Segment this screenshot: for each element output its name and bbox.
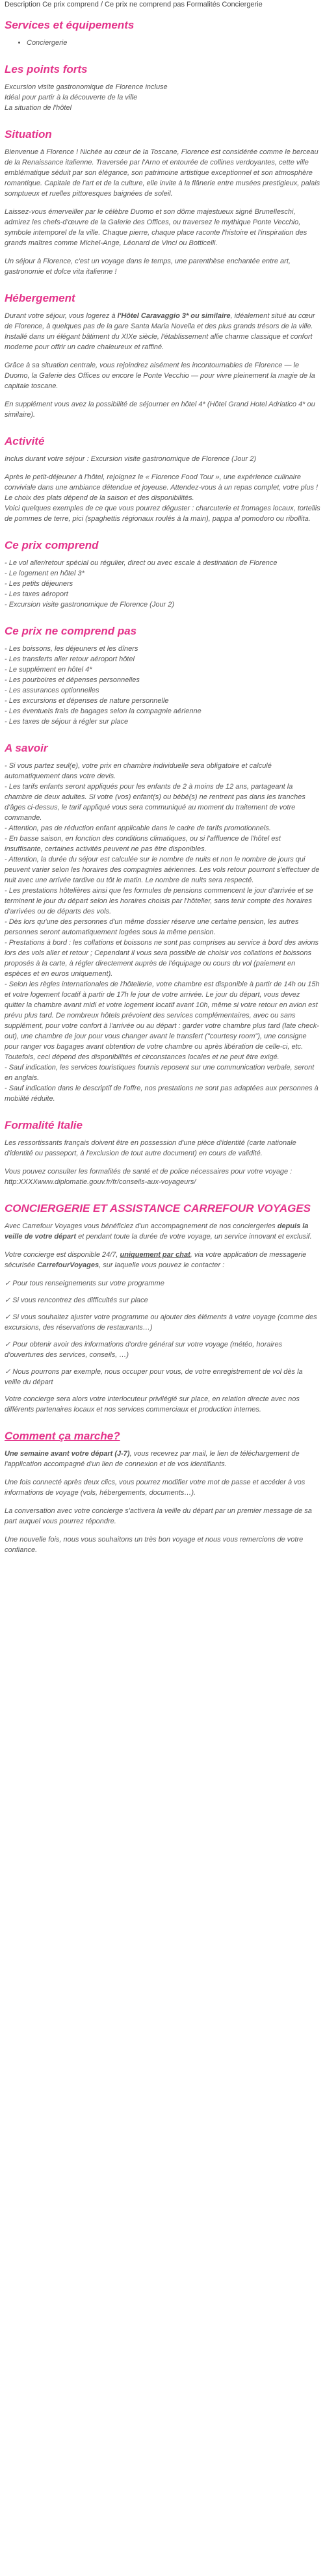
ne-comprend-item: - Les éventuels frais de bagages selon la compagnie aérienne [5,707,202,715]
asavoir-item: - Prestations à bord : les collations et boissons ne sont pas comprises au service à bord des avions lors des vols aller et retour ; Cependant il vous sera possible de choisir vos collations et boissons proposés à la carte, à régler directement auprès de l'équipage ou cours du vol (paiement en espèces et en euros uniquement). [5,939,319,978]
points-item: Idéal pour partir à la découverte de la ville [5,94,138,101]
check-item: ✓ Nous pourrons par exemple, nous occuper pour vous, de votre enregistrement de vol dès la veille du départ [5,1368,303,1386]
formalites-link[interactable]: Vous pouvez consulter les formalités de santé et de police nécessaires pour votre voyage : http:XXXXwww.diplomatie.gouv.fr/fr/conseils-aux-voyageurs/ [5,1168,292,1186]
asavoir-item: - Sauf indication, les services touristiques fournis reposent sur une communication verbale, seront en anglais. [5,1064,315,1082]
services-list [5,38,320,48]
check-item: ✓ Si vous rencontrez des difficultés sur place [5,1296,148,1304]
ne-comprend-item: - Les boissons, les déjeuners et les dîners [5,645,138,653]
text-run: et pendant toute la durée de votre voyage, un service innovant et exclusif. [76,1233,312,1241]
asavoir-item: - Selon les règles internationales de l'hôtellerie, votre chambre est disponible à partir de 14h ou 15h et votre logement locatif à partir de 17h le jour de votre arrivée. Le jour du départ, vous devez quitter la chambre avant midi et votre logement locatif avant 10h, même si votre retour en avion est prévu plus tard. De nombreux hôtels prévoient des services complémentaires, avec ou sans supplément, pour votre confort à l'arrivée ou au départ : garder votre chambre plus tard (late check-out), une chambre de jour pour vous changer avant le transfert ("courtesy room"), une consigne pour ranger vos bagages avant obtention de votre chambre ou après libération de celle-ci, etc. Toutefois, ceci dépend des disponibilités et circonstances locales et ne peut être exigé. [5,980,320,1061]
comment-paragraph: Une nouvelle fois, nous vous souhaitons un très bon voyage et nous vous remercions de votre confiance. [5,1536,304,1554]
formalite-paragraph [5,1166,320,1187]
hebergement-title: Hébergement [5,292,75,304]
comment-paragraph: Une fois connecté après deux clics, vous pourrez modifier votre mot de passe et accéder à vos informations de voyage (vols, hébergements, documents…). [5,1479,306,1497]
formalite-paragraph: Les ressortissants français doivent être en possession d'une pièce d'identité (carte nationale d'identité ou passeport, à l'exclusion de tout autre document) en cours de validité. [5,1139,296,1157]
text-underline: uniquement par chat [120,1251,190,1259]
activite-paragraph: Inclus durant votre séjour : Excursion visite gastronomique de Florence (Jour 2) [5,455,257,463]
text-run: Votre concierge est disponible 24/7, [5,1251,120,1259]
activite-paragraph: Voici quelques exemples de ce que vous pourrez déguster : charcuterie et fromages locaux, tortellis de pommes de terre, pici (spaghettis régionaux roulés à la main), pappa al pomodoro ou ribollita. [5,505,320,523]
comment-title [5,1429,320,1443]
ne-comprend-item: - Les taxes de séjour à régler sur place [5,718,129,726]
situation-paragraph: Bienvenue à Florence ! Nichée au cœur de la Toscane, Florence est considérée comme le berceau de la Renaissance italienne. Traversée par l'Arno et entourée de collines verdoyantes, cette ville emblématique séduit par son élégance, son patrimoine artistique exceptionnel et son atmosphère romantique. Capitale de l'art et de la culture, elle invite à la flânerie entre musées prestigieux, palais somptueux et ruelles pittoresques baignées de soleil. [5,148,320,198]
points-title: Les points forts [5,63,88,75]
comment-paragraph: La conversation avec votre concierge s'activera la veille du départ par un premier message de sa part auquel vous pourrez répondre. [5,1507,312,1525]
ne-comprend-title: Ce prix ne comprend pas [5,625,137,637]
text-run: , sur laquelle vous pouvez le contacter : [99,1261,225,1269]
ne-comprend-item: - Les assurances optionnelles [5,687,99,694]
asavoir-list [5,761,320,1104]
comprend-title: Ce prix comprend [5,539,99,551]
asavoir-item: - Sauf indication dans le descriptif de l'offre, nos prestations ne sont pas adaptées aux personnes à mobilité réduite. [5,1084,318,1103]
comment-title-text: Comment ça marche? [5,1430,120,1442]
comprend-item: - Excursion visite gastronomique de Florence (Jour 2) [5,601,175,609]
activite-title: Activité [5,435,45,447]
asavoir-item: - Attention, pas de réduction enfant applicable dans le cadre de tarifs promotionnels. [5,824,271,832]
points-item: Excursion visite gastronomique de Florence incluse [5,83,168,91]
hotel-name: l'Hôtel Caravaggio 3* ou similaire [117,312,231,320]
conciergerie-title: CONCIERGERIE ET ASSISTANCE CARREFOUR VOYAGES [5,1202,311,1215]
text-run: , idéalement situé au cœur de Florence, à quelques pas de la gare Santa Maria Novella et des plus grands trésors de la ville. Installé dans un élégant bâtiment du XIXe siècle, l'établissement allie charme classique et confort moderne pour offrir un cadre chaleureux et raffiné. [5,312,315,351]
text-run: , vous recevrez par mail, le lien de téléchargement de l'application accompagné d'un lien de connexion et de vos identifiants. [5,1450,300,1468]
text-bold: CarrefourVoyages [37,1261,99,1269]
check-item: ✓ Pour obtenir avoir des informations d'ordre général sur votre voyage (météo, horaires d'ouvertures des services, conseils, …) [5,1341,283,1359]
conciergerie-paragraph [5,1221,320,1242]
asavoir-title: A savoir [5,742,48,754]
text-run: Avec Carrefour Voyages vous bénéficiez d'un accompagnement de nos conciergeries [5,1222,278,1230]
situation-paragraph: Laissez-vous émerveiller par le célèbre Duomo et son dôme majestueux signé Brunelleschi, admirez les chefs-d'œuvre de la Galerie des Offices, ou traversez le mythique Ponte Vecchio, symbole intemporel de la ville. Chaque pierre, chaque place raconte l'histoire et l'inspiration des grands maîtres comme Michel-Ange, Léonard de Vinci ou Botticelli. [5,208,307,247]
formalite-title: Formalité Italie [5,1119,83,1131]
hebergement-paragraph [5,311,320,352]
activite-paragraph: Après le petit-déjeuner à l'hôtel, rejoignez le « Florence Food Tour », une expérience culinaire conviviale dans une ambiance détendue et joyeuse. Attendez-vous à un repas complet, votre plus ! Le choix des plats dépend de la saison et des disponibilités. [5,473,318,502]
comment-paragraph [5,1449,320,1469]
ne-comprend-list [5,644,320,727]
conciergerie-paragraph [5,1250,320,1270]
hebergement-paragraph: En supplément vous avez la possibilité de séjourner en hôtel 4* (Hôtel Grand Hotel Adriatico 4* ou similaire). [5,401,315,419]
check-item: ✓ Pour tous renseignements sur votre programme [5,1280,164,1287]
points-item: La situation de l'hôtel [5,104,72,112]
text-run: , via votre application de messagerie sécurisée [5,1251,307,1269]
ne-comprend-item: - Les excursions et dépenses de nature personnelle [5,697,169,705]
comprend-item: - Les petits déjeuners [5,580,73,588]
situation-title: Situation [5,128,52,140]
hebergement-paragraph: Grâce à sa situation centrale, vous rejoindrez aisément les incontournables de Florence — le Duomo, la Galerie des Offices ou encore le Ponte Vecchio — pour vivre pleinement la magie de la capitale toscane. [5,361,315,390]
services-item: • Conciergerie [27,38,320,48]
comprend-item: - Les taxes aéroport [5,590,68,598]
conciergerie-paragraph: Votre concierge sera alors votre interlocuteur privilégié sur place, en relation directe avec nos différents partenaires locaux et nos services commerciaux et production internes. [5,1395,300,1413]
ne-comprend-item: - Le supplément en hôtel 4* [5,666,92,674]
asavoir-item: - Si vous partez seul(e), votre prix en chambre individuelle sera obligatoire et calculé automatiquement dans votre devis. [5,762,272,780]
asavoir-item: - Dès lors qu'une des personnes d'un même dossier réserve une certaine pension, les autres personnes seront automatiquement logées sous la même pension. [5,918,299,936]
comprend-item: - Le logement en hôtel 3* [5,570,84,577]
text-bold: depuis la veille de votre départ [5,1222,309,1241]
asavoir-item: - Les tarifs enfants seront appliqués pour les enfants de 2 à moins de 12 ans, partageant la chambre de deux adultes. Si votre (vos) enfant(s) ou bébé(s) ne rentrent pas dans les tranches d'âges ci-dessus, le tarif appliqué vous sera communiqué au moment du traitement de votre commande. [5,783,306,822]
text-bold [120,1251,190,1259]
situation-paragraph: Un séjour à Florence, c'est un voyage dans le temps, une parenthèse enchantée entre art, gastronomie et dolce vita italienne ! [5,257,291,276]
points-list [5,82,320,113]
asavoir-item: - Les prestations hôtelières ainsi que les formules de pensions commencent le jour d'arrivée et se terminent le jour du départ selon les horaires choisis par l'hôtelier, sans tenir compte des horaires d'arrivées ou de départs des vols. [5,887,313,915]
services-title: Services et équipements [5,19,135,31]
breadcrumb: Description Ce prix comprend / Ce prix ne comprend pas Formalités Conciergerie [5,1,263,8]
comprend-list [5,558,320,610]
ne-comprend-item: - Les transferts aller retour aéroport hôtel [5,655,135,663]
ne-comprend-item: - Les pourboires et dépenses personnelles [5,676,140,684]
asavoir-item: - En basse saison, en fonction des conditions climatiques, ou si l'affluence de l'hôtel est insuffisante, certaines activités peuvent ne pas être disponibles. [5,835,281,853]
text-bold: Une semaine avant votre départ (J-7) [5,1450,130,1458]
text-run: Durant votre séjour, vous logerez à [5,312,118,320]
comprend-item: - Le vol aller/retour spécial ou régulier, direct ou avec escale à destination de Florence [5,559,278,567]
check-item: ✓ Si vous souhaitez ajuster votre programme ou ajouter des éléments à votre voyage (comme des excursions, des réservations de restaurants…) [5,1313,317,1332]
asavoir-item: - Attention, la durée du séjour est calculée sur le nombre de nuits et non le nombre de jours qui peuvent varier selon les horaires des compagnies aériennes. Les vols retour pourront s'effectuer de nuit avec une arrivée tardive ou tôt le matin. Le nombre de nuits sera respecté. [5,856,320,884]
